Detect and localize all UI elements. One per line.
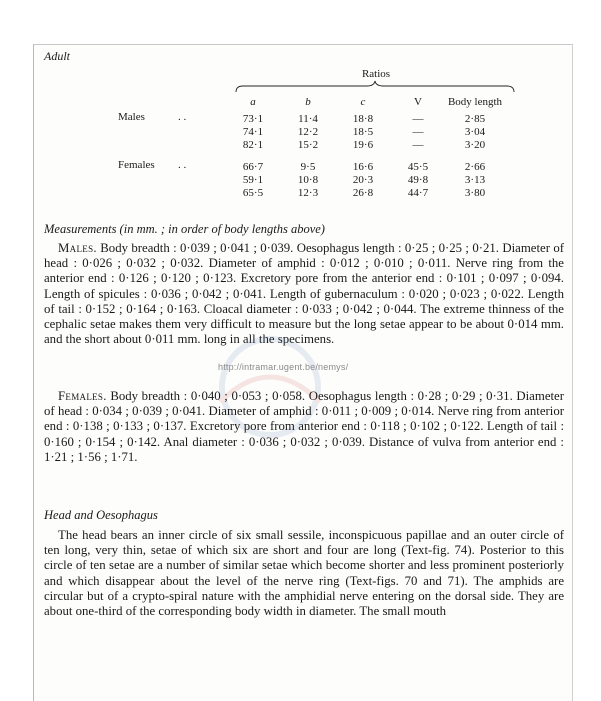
table-cell: 18·5 — [352, 126, 374, 138]
table-cell: 20·3 — [352, 174, 374, 186]
table-cell: 12·2 — [297, 126, 319, 138]
col-head-v: V — [414, 96, 422, 108]
males-label: Males. — [58, 241, 97, 255]
table-cell: 10·8 — [297, 174, 319, 186]
table-cell: 3·04 — [464, 126, 486, 138]
females-leader-dots: . . — [178, 159, 187, 171]
col-head-b: b — [305, 96, 311, 108]
table-cell: — — [412, 113, 424, 125]
table-cell: 19·6 — [352, 139, 374, 151]
measurements-heading: Measurements (in mm. ; in order of body lengths above) — [44, 222, 325, 236]
table-cell: — — [412, 126, 424, 138]
table-cell: 18·8 — [352, 113, 374, 125]
head-paragraph — [44, 528, 564, 619]
females-text: Body breadth : 0·040 ; 0·053 ; 0·058. Oesophagus length : 0·28 ; 0·29 ; 0·31. Diameter of head : 0·034 ; 0·039 ; 0·041. Diameter of amphid : 0·011 ; 0·009 ; 0·014. Nerve ring from anterior end : 0·138 ; 0·133 ; 0·137. Excretory pore from anterior end : 0·118 ; 0·102 ; 0·122. Length of tail : 0·160 ; 0·154 ; 0·142. Anal diameter : 0·036 ; 0·032 ; 0·039. Distance of vulva from anterior end : 1·21 ; 1·56 ; 1·71. — [44, 389, 564, 464]
table-cell: 12·3 — [297, 187, 319, 199]
head-text: The head bears an inner circle of six small sessile, inconspicuous papillae and an outer circle of ten long, very thin, setae of which six are short and four are long (Text-fig. 74). Posterior to this circle of ten setae are a number of similar setae which become shorter and less prominent posteriorly and which disappear about the level of the nerve ring (Text-figs. 70 and 71). The amphids are circular but of a crypto-spiral nature with the amphidial nerve entering on the dorsal side. They are about one-third of the corresponding body width in diameter. The small mouth — [44, 528, 564, 619]
table-cell: 44·7 — [407, 187, 429, 199]
males-text: Body breadth : 0·039 ; 0·041 ; 0·039. Oesophagus length : 0·25 ; 0·25 ; 0·21. Diameter of head : 0·026 ; 0·032 ; 0·032. Diameter of amphid : 0·012 ; 0·010 ; 0·011. Nerve ring from the anterior end : 0·126 ; 0·120 ; 0·123. Excretory pore from the anterior end : 0·101 ; 0·097 ; 0·094. Length of spicules : 0·036 ; 0·042 ; 0·041. Length of gubernaculum : 0·020 ; 0·023 ; 0·022. Length of tail : 0·152 ; 0·164 ; 0·163. Cloacal diameter : 0·033 ; 0·042 ; 0·044. The extreme thinness of the cephalic setae makes them very difficult to measure but the long setae appear to be about 0·014 mm. and the short about 0·011 mm. long in all the specimens. — [44, 241, 565, 347]
table-cell: 82·1 — [242, 139, 264, 151]
head-heading: Head and Oesophagus — [44, 508, 158, 522]
table-cell: 45·5 — [407, 161, 429, 173]
table-cell: 3·13 — [464, 174, 486, 186]
table-cell: 16·6 — [352, 161, 374, 173]
col-head-body-length: Body length — [447, 96, 503, 108]
table-cell: 74·1 — [242, 126, 264, 138]
females-paragraph — [44, 389, 564, 465]
table-cell: 26·8 — [352, 187, 374, 199]
table-cell: — — [412, 139, 424, 151]
males-leader-dots: . . — [178, 111, 187, 123]
females-row-label: Females — [118, 159, 155, 171]
table-cell: 15·2 — [297, 139, 319, 151]
watermark-url: http://intramar.ugent.be/nemys/ — [218, 362, 349, 372]
table-cell: 3·80 — [464, 187, 486, 199]
ratios-title: Ratios — [361, 68, 391, 80]
table-cell: 49·8 — [407, 174, 429, 186]
females-label: Females. — [58, 389, 107, 403]
table-cell: 2·66 — [464, 161, 486, 173]
males-row-label: Males — [118, 111, 145, 123]
table-cell: 3·20 — [464, 139, 486, 151]
table-cell: 9·5 — [300, 161, 316, 173]
table-cell: 73·1 — [242, 113, 264, 125]
table-cell: 11·4 — [298, 113, 318, 125]
table-cell: 66·7 — [242, 161, 264, 173]
table-cell: 65·5 — [242, 187, 264, 199]
ratios-brace — [235, 80, 515, 94]
table-cell: 2·85 — [464, 113, 486, 125]
table-cell: 59·1 — [242, 174, 264, 186]
col-head-a: a — [250, 96, 256, 108]
adult-label: Adult — [44, 49, 70, 63]
col-head-c: c — [360, 96, 366, 108]
